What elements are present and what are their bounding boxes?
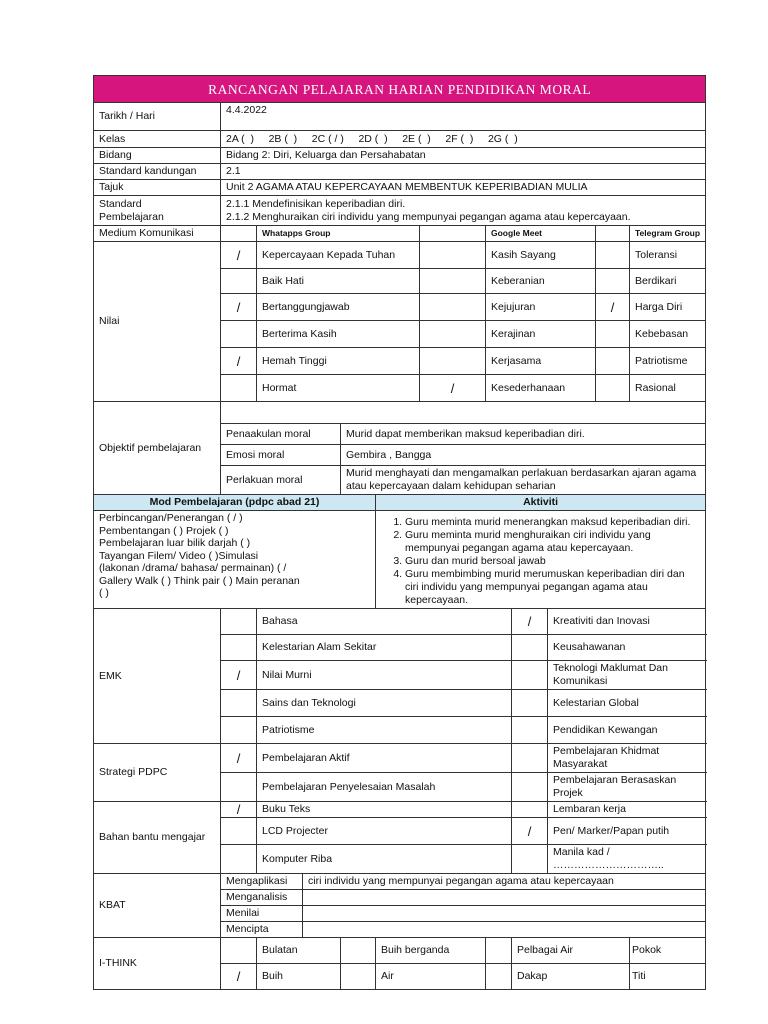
ithink-item: Pelbagai Air bbox=[512, 938, 630, 964]
strategi-label: Strategi PDPC bbox=[94, 744, 221, 802]
bahan-item: Pen/ Marker/Papan putih bbox=[548, 818, 706, 845]
bahan-item: Komputer Riba bbox=[257, 845, 512, 874]
nilai-mark bbox=[596, 242, 630, 269]
nilai-item: Harga Diri bbox=[630, 294, 706, 321]
standard-pembelajaran-label bbox=[94, 196, 221, 226]
mod-line: Pembentangan ( ) Projek ( ) bbox=[99, 524, 229, 537]
mod-list bbox=[94, 511, 376, 609]
perlakuan-value: Murid menghayati dan mengamalkan perlakuan berdasarkan ajaran agama atau kepercayaan dalam kehidupan seharian bbox=[341, 466, 706, 495]
medium-google-meet: Google Meet bbox=[486, 226, 596, 242]
bidang-label: Bidang bbox=[94, 148, 221, 164]
kbat-value: ciri individu yang mempunyai pegangan agama atau kepercayaan bbox=[303, 874, 706, 890]
ithink-mark bbox=[341, 964, 376, 990]
strategi-item: Pembelajaran Berasaskan Projek bbox=[548, 773, 706, 802]
nilai-item: Keberanian bbox=[486, 269, 596, 294]
nilai-mark: / bbox=[596, 294, 630, 321]
emk-item: Pendidikan Kewangan bbox=[548, 717, 706, 744]
medium-label: Medium Komunikasi bbox=[94, 226, 221, 242]
penaakulan-value: Murid dapat memberikan maksud keperibadian diri. bbox=[341, 424, 706, 445]
kbat-key: Mencipta bbox=[221, 922, 303, 938]
nilai-mark bbox=[420, 269, 486, 294]
strategi-mark bbox=[221, 773, 257, 802]
bahan-mark bbox=[512, 845, 548, 874]
tajuk-label: Tajuk bbox=[94, 180, 221, 196]
mod-line: Perbincangan/Penerangan ( / ) bbox=[99, 512, 243, 524]
nilai-item: Kejujuran bbox=[486, 294, 596, 321]
standard-kandungan-label: Standard kandungan bbox=[94, 164, 221, 180]
emk-item: Nilai Murni bbox=[257, 661, 512, 690]
ithink-item: Bulatan bbox=[257, 938, 341, 964]
nilai-mark bbox=[420, 294, 486, 321]
tajuk-value: Unit 2 AGAMA ATAU KEPERCAYAAN MEMBENTUK KEPERIBADIAN MULIA bbox=[221, 180, 706, 196]
standard-pembelajaran-line: 2.1.1 Mendefinisikan keperibadian diri. bbox=[226, 197, 406, 210]
nilai-item: Baik Hati bbox=[257, 269, 420, 294]
objektif-label: Objektif pembelajaran bbox=[94, 402, 221, 495]
ithink-label: I-THINK bbox=[94, 938, 221, 990]
nilai-mark bbox=[596, 269, 630, 294]
nilai-item: Hormat bbox=[257, 375, 420, 402]
emk-item: Bahasa bbox=[257, 609, 512, 635]
aktiviti-item: 2. Guru meminta murid menghuraikan ciri individu yang mempunyai pegangan agama atau kepercayaan. bbox=[405, 529, 700, 555]
kbat-value bbox=[303, 890, 706, 906]
aktiviti-list bbox=[376, 511, 706, 609]
strategi-mark: / bbox=[221, 744, 257, 773]
ithink-item bbox=[630, 938, 706, 964]
standard-pembelajaran-label-line: Pembelajaran bbox=[99, 210, 164, 223]
nilai-mark bbox=[420, 321, 486, 348]
ithink-item: Air bbox=[376, 964, 486, 990]
emk-mark bbox=[221, 717, 257, 744]
emk-mark bbox=[221, 690, 257, 717]
medium-mark bbox=[221, 226, 257, 242]
bahan-item: LCD Projecter bbox=[257, 818, 512, 845]
emk-mark bbox=[512, 690, 548, 717]
ithink-item-label: Titi bbox=[632, 970, 646, 982]
nilai-item: Hemah Tinggi bbox=[257, 348, 420, 375]
bahan-item: Lembaran kerja bbox=[548, 802, 706, 818]
lesson-plan bbox=[93, 75, 705, 990]
nilai-mark bbox=[221, 375, 257, 402]
nilai-item: Kerjasama bbox=[486, 348, 596, 375]
nilai-item: Kesederhanaan bbox=[486, 375, 596, 402]
ithink-item bbox=[630, 964, 706, 990]
nilai-item: Kerajinan bbox=[486, 321, 596, 348]
mod-line: Pembelajaran luar bilik darjah ( ) bbox=[99, 537, 251, 549]
medium-telegram: Telegram Group bbox=[630, 226, 706, 242]
emk-item: Patriotisme bbox=[257, 717, 512, 744]
ithink-mark bbox=[341, 938, 376, 964]
nilai-item: Berdikari bbox=[630, 269, 706, 294]
emk-mark: / bbox=[221, 661, 257, 690]
bahan-item: Manila kad / ………………………….. bbox=[548, 845, 706, 874]
emk-mark: / bbox=[512, 609, 548, 635]
nilai-item: Toleransi bbox=[630, 242, 706, 269]
lesson-plan-table bbox=[93, 75, 706, 990]
nilai-mark: / bbox=[221, 348, 257, 375]
nilai-mark: / bbox=[221, 242, 257, 269]
tarikh-value: 4.4.2022 bbox=[221, 103, 706, 131]
emk-mark bbox=[221, 609, 257, 635]
nilai-item: Berterima Kasih bbox=[257, 321, 420, 348]
ithink-item: Buih berganda bbox=[376, 938, 486, 964]
emk-item: Keusahawanan bbox=[548, 635, 706, 661]
emk-mark bbox=[221, 635, 257, 661]
standard-pembelajaran-value bbox=[221, 196, 706, 226]
mod-line: ( ) bbox=[99, 587, 109, 599]
aktiviti-item: 1. Guru meminta murid menerangkan maksud keperibadian diri. bbox=[405, 516, 700, 529]
nilai-item: Rasional bbox=[630, 375, 706, 402]
strategi-mark bbox=[512, 773, 548, 802]
emk-mark bbox=[512, 717, 548, 744]
strategi-item: Pembelajaran Khidmat Masyarakat bbox=[548, 744, 706, 773]
strategi-item: Pembelajaran Penyelesaian Masalah bbox=[257, 773, 512, 802]
nilai-item: Bertanggungjawab bbox=[257, 294, 420, 321]
standard-pembelajaran-line: 2.1.2 Menghuraikan ciri individu yang mempunyai pegangan agama atau kepercayaan. bbox=[226, 210, 631, 223]
nilai-mark bbox=[596, 348, 630, 375]
ithink-mark bbox=[221, 938, 257, 964]
mod-line: Tayangan Filem/ Video ( )Simulasi bbox=[99, 549, 259, 562]
aktiviti-item: 4. Guru membimbing murid merumuskan keperibadian diri dan ciri individu yang mempunyai pegangan agama atau kepercayaan. bbox=[405, 568, 700, 607]
nilai-mark bbox=[596, 375, 630, 402]
ithink-mark bbox=[486, 964, 512, 990]
bahan-mark bbox=[221, 845, 257, 874]
emk-mark bbox=[512, 635, 548, 661]
nilai-mark: / bbox=[221, 294, 257, 321]
nilai-label: Nilai bbox=[94, 242, 221, 402]
strategi-mark bbox=[512, 744, 548, 773]
nilai-mark bbox=[221, 321, 257, 348]
ithink-item: Buih bbox=[257, 964, 341, 990]
medium-mark bbox=[596, 226, 630, 242]
bahan-item: Buku Teks bbox=[257, 802, 512, 818]
emosi-label: Emosi moral bbox=[221, 445, 341, 466]
mod-line: (lakonan /drama/ bahasa/ permainan) ( / bbox=[99, 562, 287, 574]
strategi-item: Pembelajaran Aktif bbox=[257, 744, 512, 773]
nilai-item: Kepercayaan Kepada Tuhan bbox=[257, 242, 420, 269]
emk-item: Sains dan Teknologi bbox=[257, 690, 512, 717]
kbat-value bbox=[303, 922, 706, 938]
bahan-mark: / bbox=[512, 818, 548, 845]
aktiviti-item: 3. Guru dan murid bersoal jawab bbox=[405, 555, 700, 568]
mod-header: Mod Pembelajaran (pdpc abad 21) bbox=[94, 495, 376, 511]
nilai-mark bbox=[596, 321, 630, 348]
ithink-item: Dakap bbox=[512, 964, 630, 990]
nilai-item: Kasih Sayang bbox=[486, 242, 596, 269]
nilai-item: Kebebasan bbox=[630, 321, 706, 348]
kbat-key: Menganalisis bbox=[221, 890, 303, 906]
tarikh-label: Tarikh / Hari bbox=[94, 103, 221, 131]
standard-pembelajaran-label-line: Standard bbox=[99, 197, 142, 210]
emk-item: Teknologi Maklumat Dan Komunikasi bbox=[548, 661, 706, 690]
emk-item: Kreativiti dan Inovasi bbox=[548, 609, 706, 635]
bahan-label: Bahan bantu mengajar bbox=[94, 802, 221, 874]
nilai-item: Patriotisme bbox=[630, 348, 706, 375]
perlakuan-label: Perlakuan moral bbox=[221, 466, 341, 495]
ithink-item-label: Pokok bbox=[632, 944, 662, 956]
bahan-mark bbox=[512, 802, 548, 818]
kbat-label: KBAT bbox=[94, 874, 221, 938]
bahan-mark: / bbox=[221, 802, 257, 818]
kelas-label: Kelas bbox=[94, 131, 221, 148]
kbat-value bbox=[303, 906, 706, 922]
nilai-mark: / bbox=[420, 375, 486, 402]
mod-line: Gallery Walk ( ) Think pair ( ) Main peranan bbox=[99, 574, 300, 587]
medium-mark bbox=[420, 226, 486, 242]
emk-item: Kelestarian Global bbox=[548, 690, 706, 717]
kelas-value: 2A ( ) 2B ( ) 2C ( / ) 2D ( ) 2E ( ) 2F ( ) 2G ( ) bbox=[221, 131, 706, 148]
page-title: RANCANGAN PELAJARAN HARIAN PENDIDIKAN MORAL bbox=[94, 76, 706, 103]
kbat-key: Menilai bbox=[221, 906, 303, 922]
nilai-mark bbox=[420, 348, 486, 375]
kbat-key: Mengaplikasi bbox=[221, 874, 303, 890]
emosi-value: Gembira , Bangga bbox=[341, 445, 706, 466]
emk-mark bbox=[512, 661, 548, 690]
standard-kandungan-value: 2.1 bbox=[221, 164, 706, 180]
bidang-value: Bidang 2: Diri, Keluarga dan Persahabatan bbox=[221, 148, 706, 164]
medium-whatsapp: Whatapps Group bbox=[257, 226, 420, 242]
objektif-blank bbox=[221, 402, 706, 424]
nilai-mark bbox=[221, 269, 257, 294]
bahan-mark bbox=[221, 818, 257, 845]
emk-label: EMK bbox=[94, 609, 221, 744]
ithink-mark bbox=[486, 938, 512, 964]
aktiviti-header: Aktiviti bbox=[376, 495, 706, 511]
penaakulan-label: Penaakulan moral bbox=[221, 424, 341, 445]
ithink-mark: / bbox=[221, 964, 257, 990]
emk-item: Kelestarian Alam Sekitar bbox=[257, 635, 512, 661]
nilai-mark bbox=[420, 242, 486, 269]
